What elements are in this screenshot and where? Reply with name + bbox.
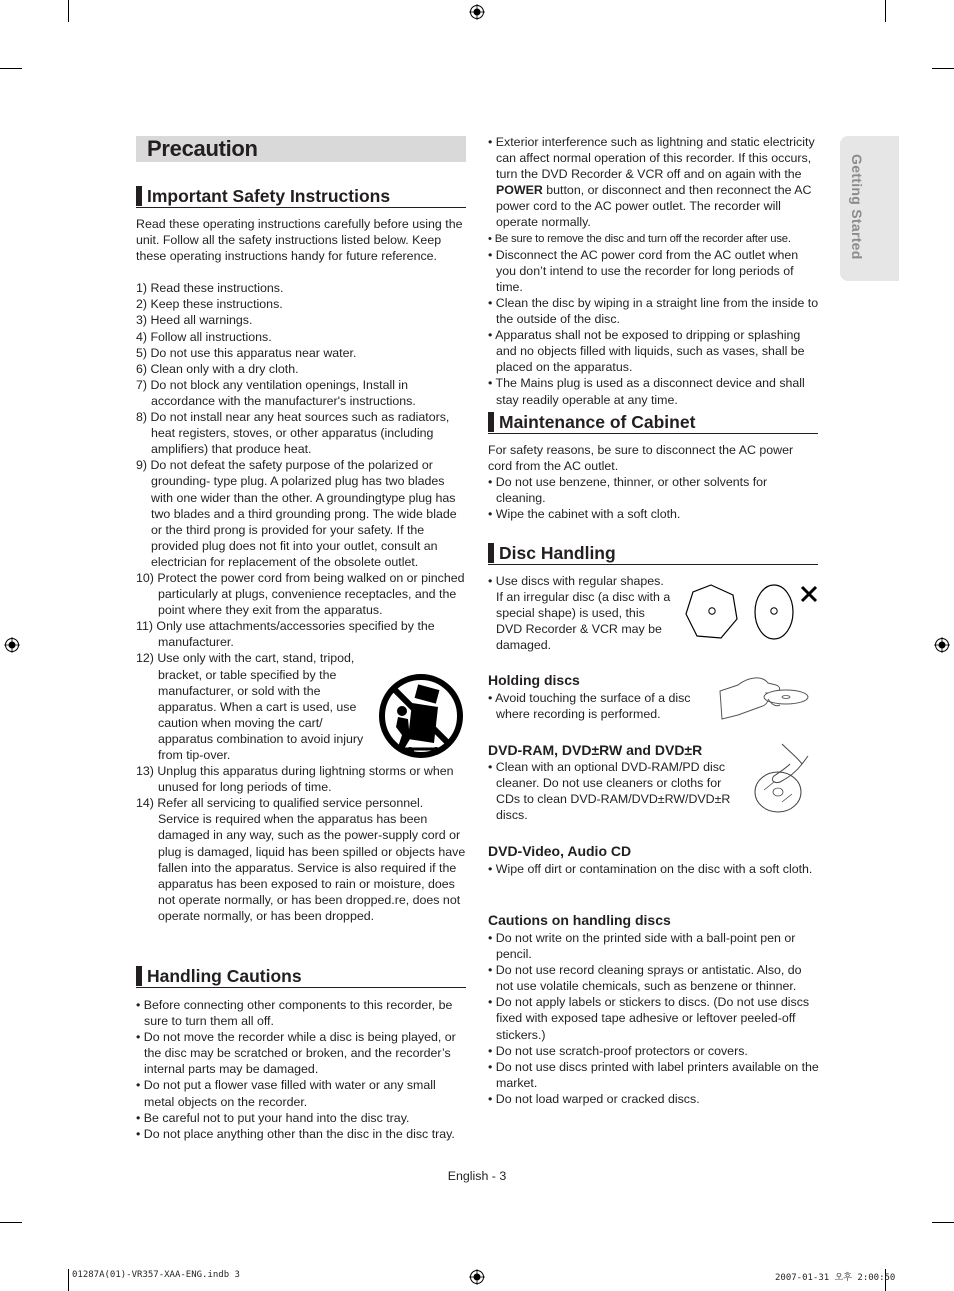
cart-tipover-warning-icon: [378, 673, 464, 761]
section-heading-handling: [136, 965, 466, 988]
registration-mark-icon: [4, 637, 20, 653]
crop-mark: [68, 1269, 69, 1291]
list-item: • Wipe off dirt or contamination on the disc with a soft cloth.: [488, 862, 813, 876]
heading-bar: [488, 543, 494, 563]
section-title: Disc Handling: [499, 543, 616, 563]
list-item: • Use discs with regular shapes. If an irregular disc (a disc with a special shape) is used, this DVD Recorder & VCR may be damaged.: [488, 574, 671, 653]
holding-discs-title: Holding discs: [488, 672, 580, 688]
heading-bar: [488, 412, 494, 432]
list-item: • Do not load warped or cracked discs.: [488, 1091, 700, 1106]
safety-intro: Read these operating instructions carefully before using the unit. Follow all the safety instructions listed below. Keep these operating instructions handy for future reference.: [136, 217, 463, 264]
list-item: 4) Follow all instructions.: [136, 329, 272, 344]
disc-shapes-text: [488, 573, 673, 653]
disc-cleaning-icon: [752, 742, 814, 816]
chapter-tab: [840, 136, 899, 281]
list-item: 9) Do not defeat the safety purpose of the polarized or grounding- type plug. A polarized plug has two blades with one wider than the other. A groundingtype plug has two blades and a third grounding prong. The wide blade or the third prong is provided for your safety. If the provided plug does not fit into your outlet, consult an electrician for replacement of the obsolete outlet.: [136, 458, 457, 569]
crop-mark: [932, 68, 954, 69]
dvd-video-title: DVD-Video, Audio CD: [488, 843, 632, 859]
cautions-title: Cautions on handling discs: [488, 912, 671, 928]
section-heading-cabinet: [488, 411, 818, 434]
irregular-disc-icon: [684, 582, 824, 642]
section-title: Maintenance of Cabinet: [499, 412, 696, 432]
hand-holding-disc-icon: [718, 671, 810, 723]
crop-mark: [885, 0, 886, 22]
list-item: 2) Keep these instructions.: [136, 297, 283, 312]
dvd-video-text: [488, 861, 818, 877]
section-heading-safety: [136, 185, 466, 208]
page-title-bar: [136, 136, 466, 162]
list-item: 14) Refer all servicing to qualified service personnel. Service is required when the apparatus has been damaged in any way, such as the power-supply cord or plug is damaged, liquid has been spilled or objects have fallen into the apparatus. Service is also required if the apparatus has been exposed to rain or moisture, does not operate normally, or has been dropped.re, does not operate normally, or has been dropped.: [136, 796, 466, 923]
list-item: 7) Do not block any ventilation openings, Install in accordance with the manufacturer's instructions.: [136, 377, 416, 408]
registration-mark-icon: [469, 4, 485, 20]
page-title: Precaution: [147, 136, 258, 161]
list-item: 12) Use only with the cart, stand, tripod, bracket, or table specified by the manufacturer, or sold with the apparatus. When a cart is used, use caution when moving the cart/ apparatus combination to avoid injury from tip-over.: [136, 651, 364, 762]
list-item: • Do not place anything other than the disc in the disc tray.: [136, 1126, 455, 1141]
list-item: • Be sure to remove the disc and turn off the recorder after use.: [488, 232, 791, 245]
safety-column: [136, 216, 466, 924]
section-title: Important Safety Instructions: [147, 186, 391, 206]
list-item: • Before connecting other components to this recorder, be sure to turn them all off.: [136, 998, 453, 1029]
holding-discs-text: [488, 690, 710, 722]
list-item: • Clean with an optional DVD-RAM/PD disc cleaner. Do not use cleaners or cloths for CDs to clean DVD-RAM/DVD±RW/DVD±R discs.: [488, 760, 731, 823]
chapter-tab-label: Getting Started: [849, 154, 865, 260]
list-item: • Do not use record cleaning sprays or antistatic. Also, do not use volatile chemicals, such as benzene or thinner.: [488, 963, 802, 994]
list-item: • Exterior interference such as lightning and static electricity can affect normal operation of this recorder. If this occurs, turn the DVD Recorder & VCR off and on again with the POWER button, or disconnect and then reconnect the AC power cord to the AC power outlet. The recorder will operate normally.: [488, 135, 815, 230]
registration-mark-icon: [469, 1269, 485, 1285]
list-item: 13) Unplug this apparatus during lightning storms or when unused for long periods of time.: [136, 764, 454, 795]
list-item: • Be careful not to put your hand into the disc tray.: [136, 1110, 410, 1125]
list-item: • Clean the disc by wiping in a straight line from the inside to the outside of the disc.: [488, 295, 819, 327]
list-item: 5) Do not use this apparatus near water.: [136, 345, 357, 360]
list-item: 6) Clean only with a dry cloth.: [136, 361, 299, 376]
list-item: • The Mains plug is used as a disconnect device and shall stay readily operable at any time.: [488, 376, 805, 407]
list-item: • Avoid touching the surface of a disc where recording is performed.: [488, 691, 691, 722]
general-precautions-list: [488, 134, 820, 408]
section-heading-disc: [488, 542, 818, 565]
list-item: 8) Do not install near any heat sources such as radiators, heat registers, stoves, or other apparatus (including amplifiers) that produce heat.: [136, 410, 450, 457]
section-title: Handling Cautions: [147, 966, 302, 986]
dvd-ram-text: [488, 759, 746, 823]
dvd-ram-title: DVD-RAM, DVD±RW and DVD±R: [488, 742, 703, 758]
list-item: 11) Only use attachments/accessories specified by the manufacturer.: [136, 619, 435, 650]
cautions-list: [488, 930, 820, 1107]
list-item: • Do not use discs printed with label printers available on the market.: [488, 1059, 819, 1090]
list-item: • Do not apply labels or stickers to discs. (Do not use discs fixed with exposed tape adhesive or leftover peeled-off stickers.): [488, 995, 810, 1042]
list-item: • Wipe the cabinet with a soft cloth.: [488, 507, 681, 522]
list-item: • Do not put a flower vase filled with water or any small metal objects on the recorder.: [136, 1078, 436, 1109]
list-item: • Apparatus shall not be exposed to dripping or splashing and no objects filled with liquids, such as vases, shall be placed on the apparatus.: [488, 328, 805, 375]
crop-mark: [932, 1222, 954, 1223]
list-item: 3) Heed all warnings.: [136, 313, 253, 328]
page-number: English - 3: [447, 1169, 507, 1183]
list-item: • Do not use scratch-proof protectors or covers.: [488, 1043, 748, 1058]
crop-mark: [0, 1222, 22, 1223]
crop-mark: [68, 0, 69, 22]
print-slug-left: 01287A(01)-VR357-XAA-ENG.indb 3: [72, 1270, 240, 1280]
print-slug-right: 2007-01-31 오후 2:00:50: [775, 1273, 896, 1283]
cabinet-intro: For safety reasons, be sure to disconnect the AC power cord from the AC outlet.: [488, 443, 794, 474]
heading-bar: [136, 186, 142, 206]
list-item: • Do not use benzene, thinner, or other solvents for cleaning.: [488, 475, 768, 506]
handling-list: [136, 997, 467, 1142]
list-item: • Do not write on the printed side with a ball-point pen or pencil.: [488, 931, 796, 962]
list-item: 1) Read these instructions.: [136, 281, 284, 296]
crop-mark: [0, 68, 22, 69]
registration-mark-icon: [934, 637, 950, 653]
list-item: 10) Protect the power cord from being walked on or pinched particularly at plugs, convenience receptacles, and the point where they exit from the apparatus.: [136, 570, 465, 618]
list-item: • Do not move the recorder while a disc is being played, or the disc may be scratched or broken, and the recorder’s internal parts may be damaged.: [136, 1030, 456, 1077]
list-item: • Disconnect the AC power cord from the AC outlet when you don’t intend to use the recorder for long periods of time.: [488, 247, 799, 294]
cabinet-text: [488, 442, 818, 522]
heading-bar: [136, 966, 142, 986]
